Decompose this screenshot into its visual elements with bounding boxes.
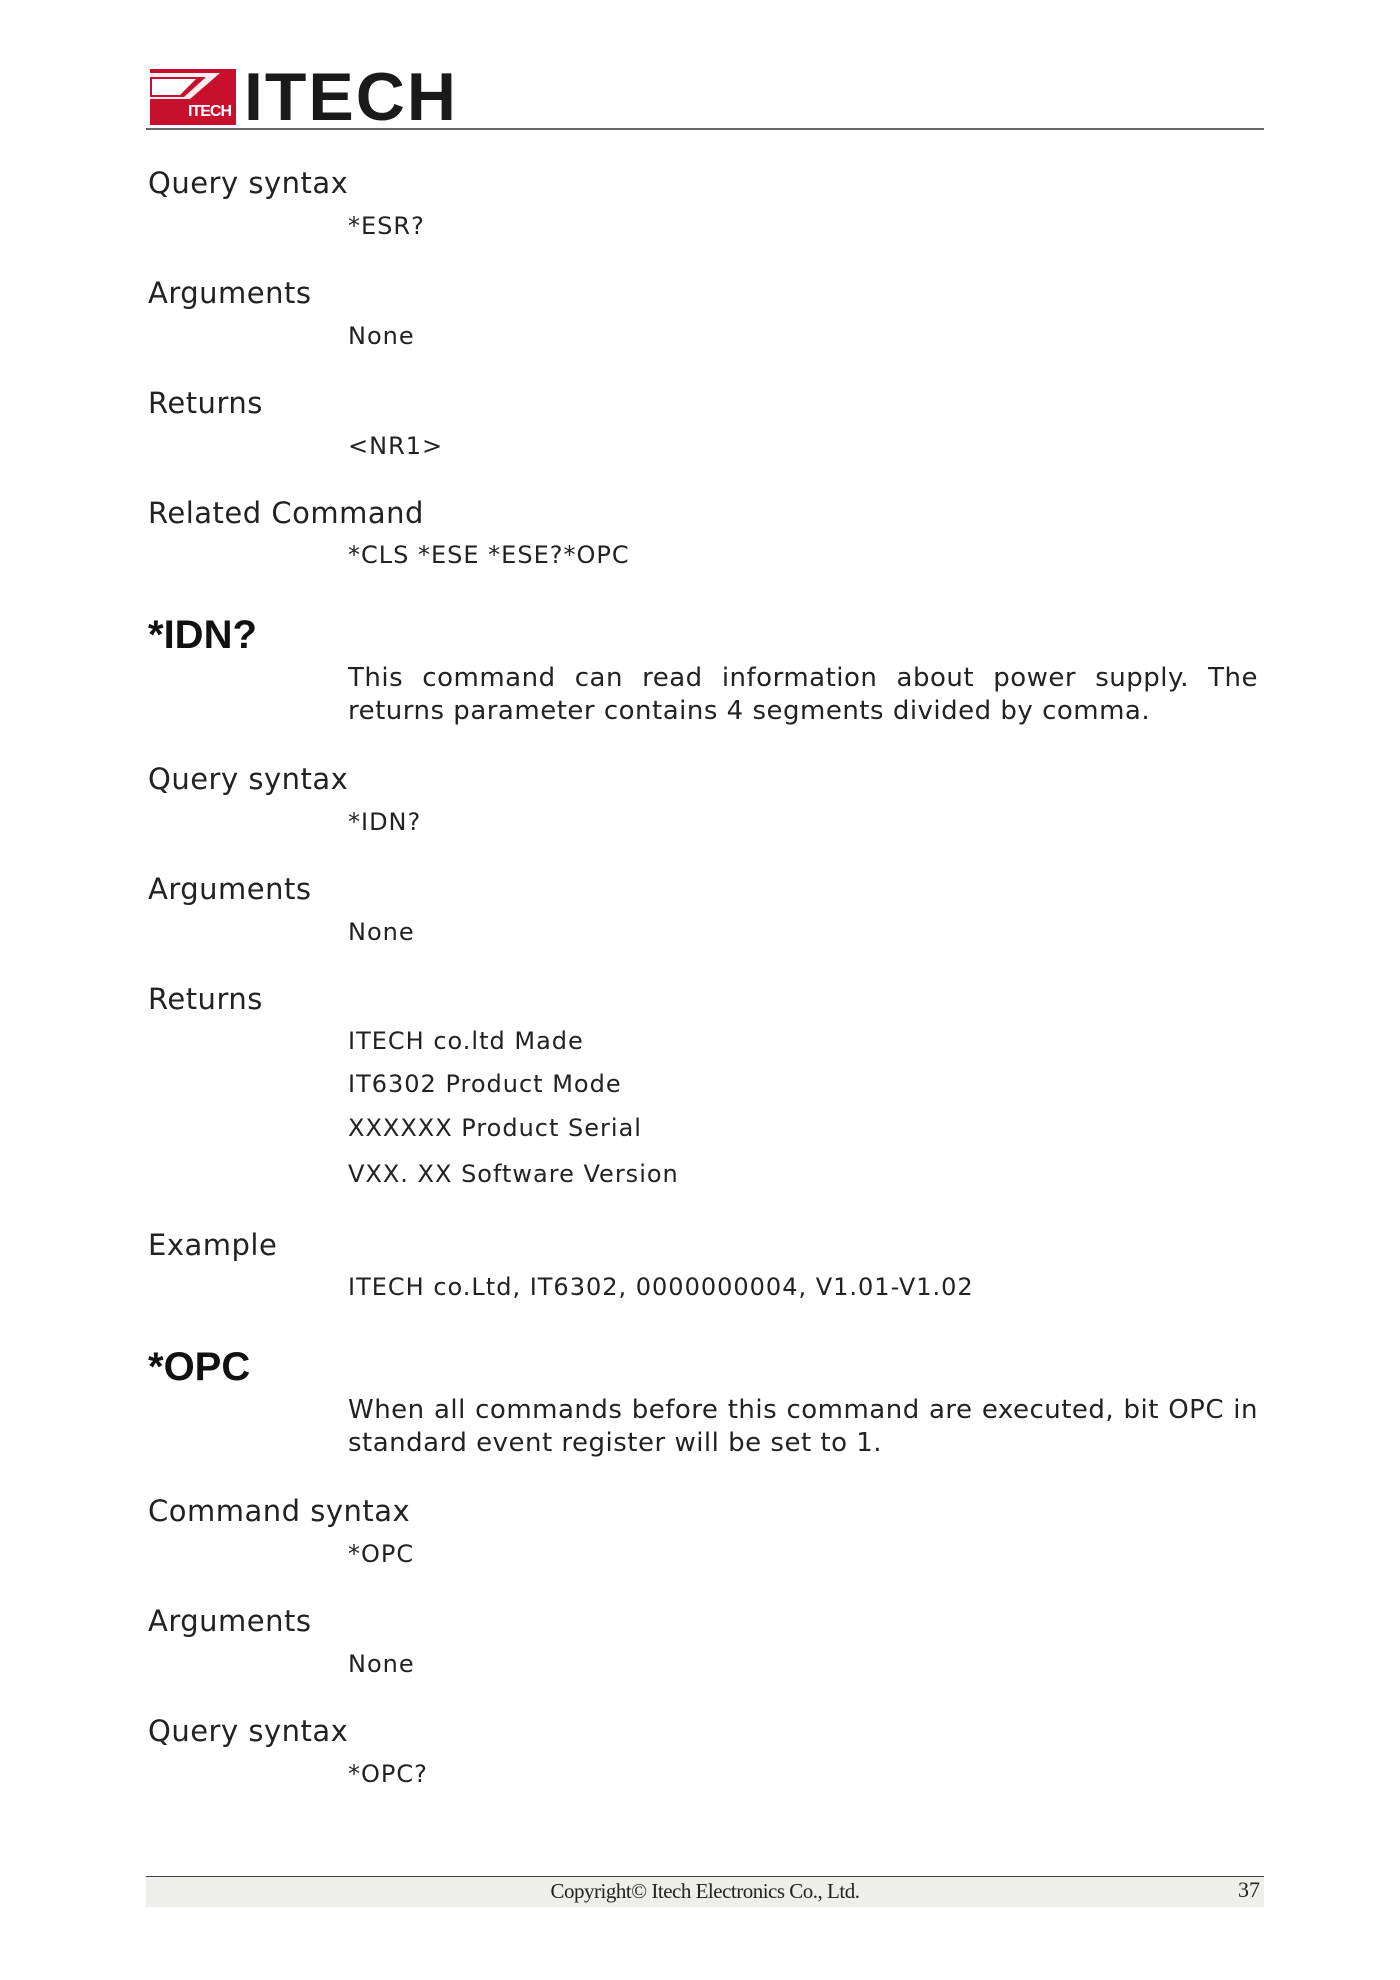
itech-logo xyxy=(150,59,458,135)
opc-arguments-value: None xyxy=(348,1650,415,1678)
page-header xyxy=(146,59,1264,135)
idn-example-label: Example xyxy=(148,1228,278,1262)
idn-returns-line: ITECH co.ltd Made xyxy=(348,1027,584,1055)
esr-query-syntax-label: Query syntax xyxy=(148,166,349,200)
opc-description: When all commands before this command are executed, bit OPC in standard event register will be set to 1. xyxy=(348,1395,1258,1458)
opc-command-syntax-value: *OPC xyxy=(348,1540,415,1568)
esr-related-command-label: Related Command xyxy=(148,496,424,530)
opc-command-syntax-label: Command syntax xyxy=(148,1494,411,1528)
logo-wordmark: ITECH xyxy=(244,59,458,135)
idn-arguments-value: None xyxy=(348,918,415,946)
idn-description: This command can read information about power supply. The returns parameter contains 4 segments divided by comma. xyxy=(348,663,1258,726)
opc-query-syntax-value: *OPC? xyxy=(348,1760,428,1788)
esr-related-command-value: *CLS *ESE *ESE?*OPC xyxy=(348,541,630,569)
idn-arguments-label: Arguments xyxy=(148,872,312,906)
esr-arguments-value: None xyxy=(348,322,415,350)
idn-returns-line: VXX. XX Software Version xyxy=(348,1160,679,1188)
idn-returns-label: Returns xyxy=(148,982,263,1016)
copyright-text: Copyright© Itech Electronics Co., Ltd. xyxy=(550,1879,860,1903)
opc-command-title: *OPC xyxy=(148,1345,251,1389)
idn-query-syntax-value: *IDN? xyxy=(348,808,422,836)
esr-returns-label: Returns xyxy=(148,386,263,420)
page-number: 37 xyxy=(1238,1877,1260,1902)
idn-example-value: ITECH co.Ltd, IT6302, 0000000004, V1.01-V1.02 xyxy=(348,1273,974,1301)
esr-returns-value: <NR1> xyxy=(348,432,444,460)
logo-mark-text: ITECH xyxy=(188,103,231,120)
idn-query-syntax-label: Query syntax xyxy=(148,762,349,796)
opc-query-syntax-label: Query syntax xyxy=(148,1714,349,1748)
idn-returns-line: XXXXXX Product Serial xyxy=(348,1114,642,1142)
idn-command-title: *IDN? xyxy=(148,613,257,657)
opc-arguments-label: Arguments xyxy=(148,1604,312,1638)
esr-query-syntax-value: *ESR? xyxy=(348,212,425,240)
logo-mark-icon xyxy=(150,69,236,125)
page-footer xyxy=(146,1876,1264,1907)
idn-returns-line: IT6302 Product Mode xyxy=(348,1070,622,1098)
esr-arguments-label: Arguments xyxy=(148,276,312,310)
